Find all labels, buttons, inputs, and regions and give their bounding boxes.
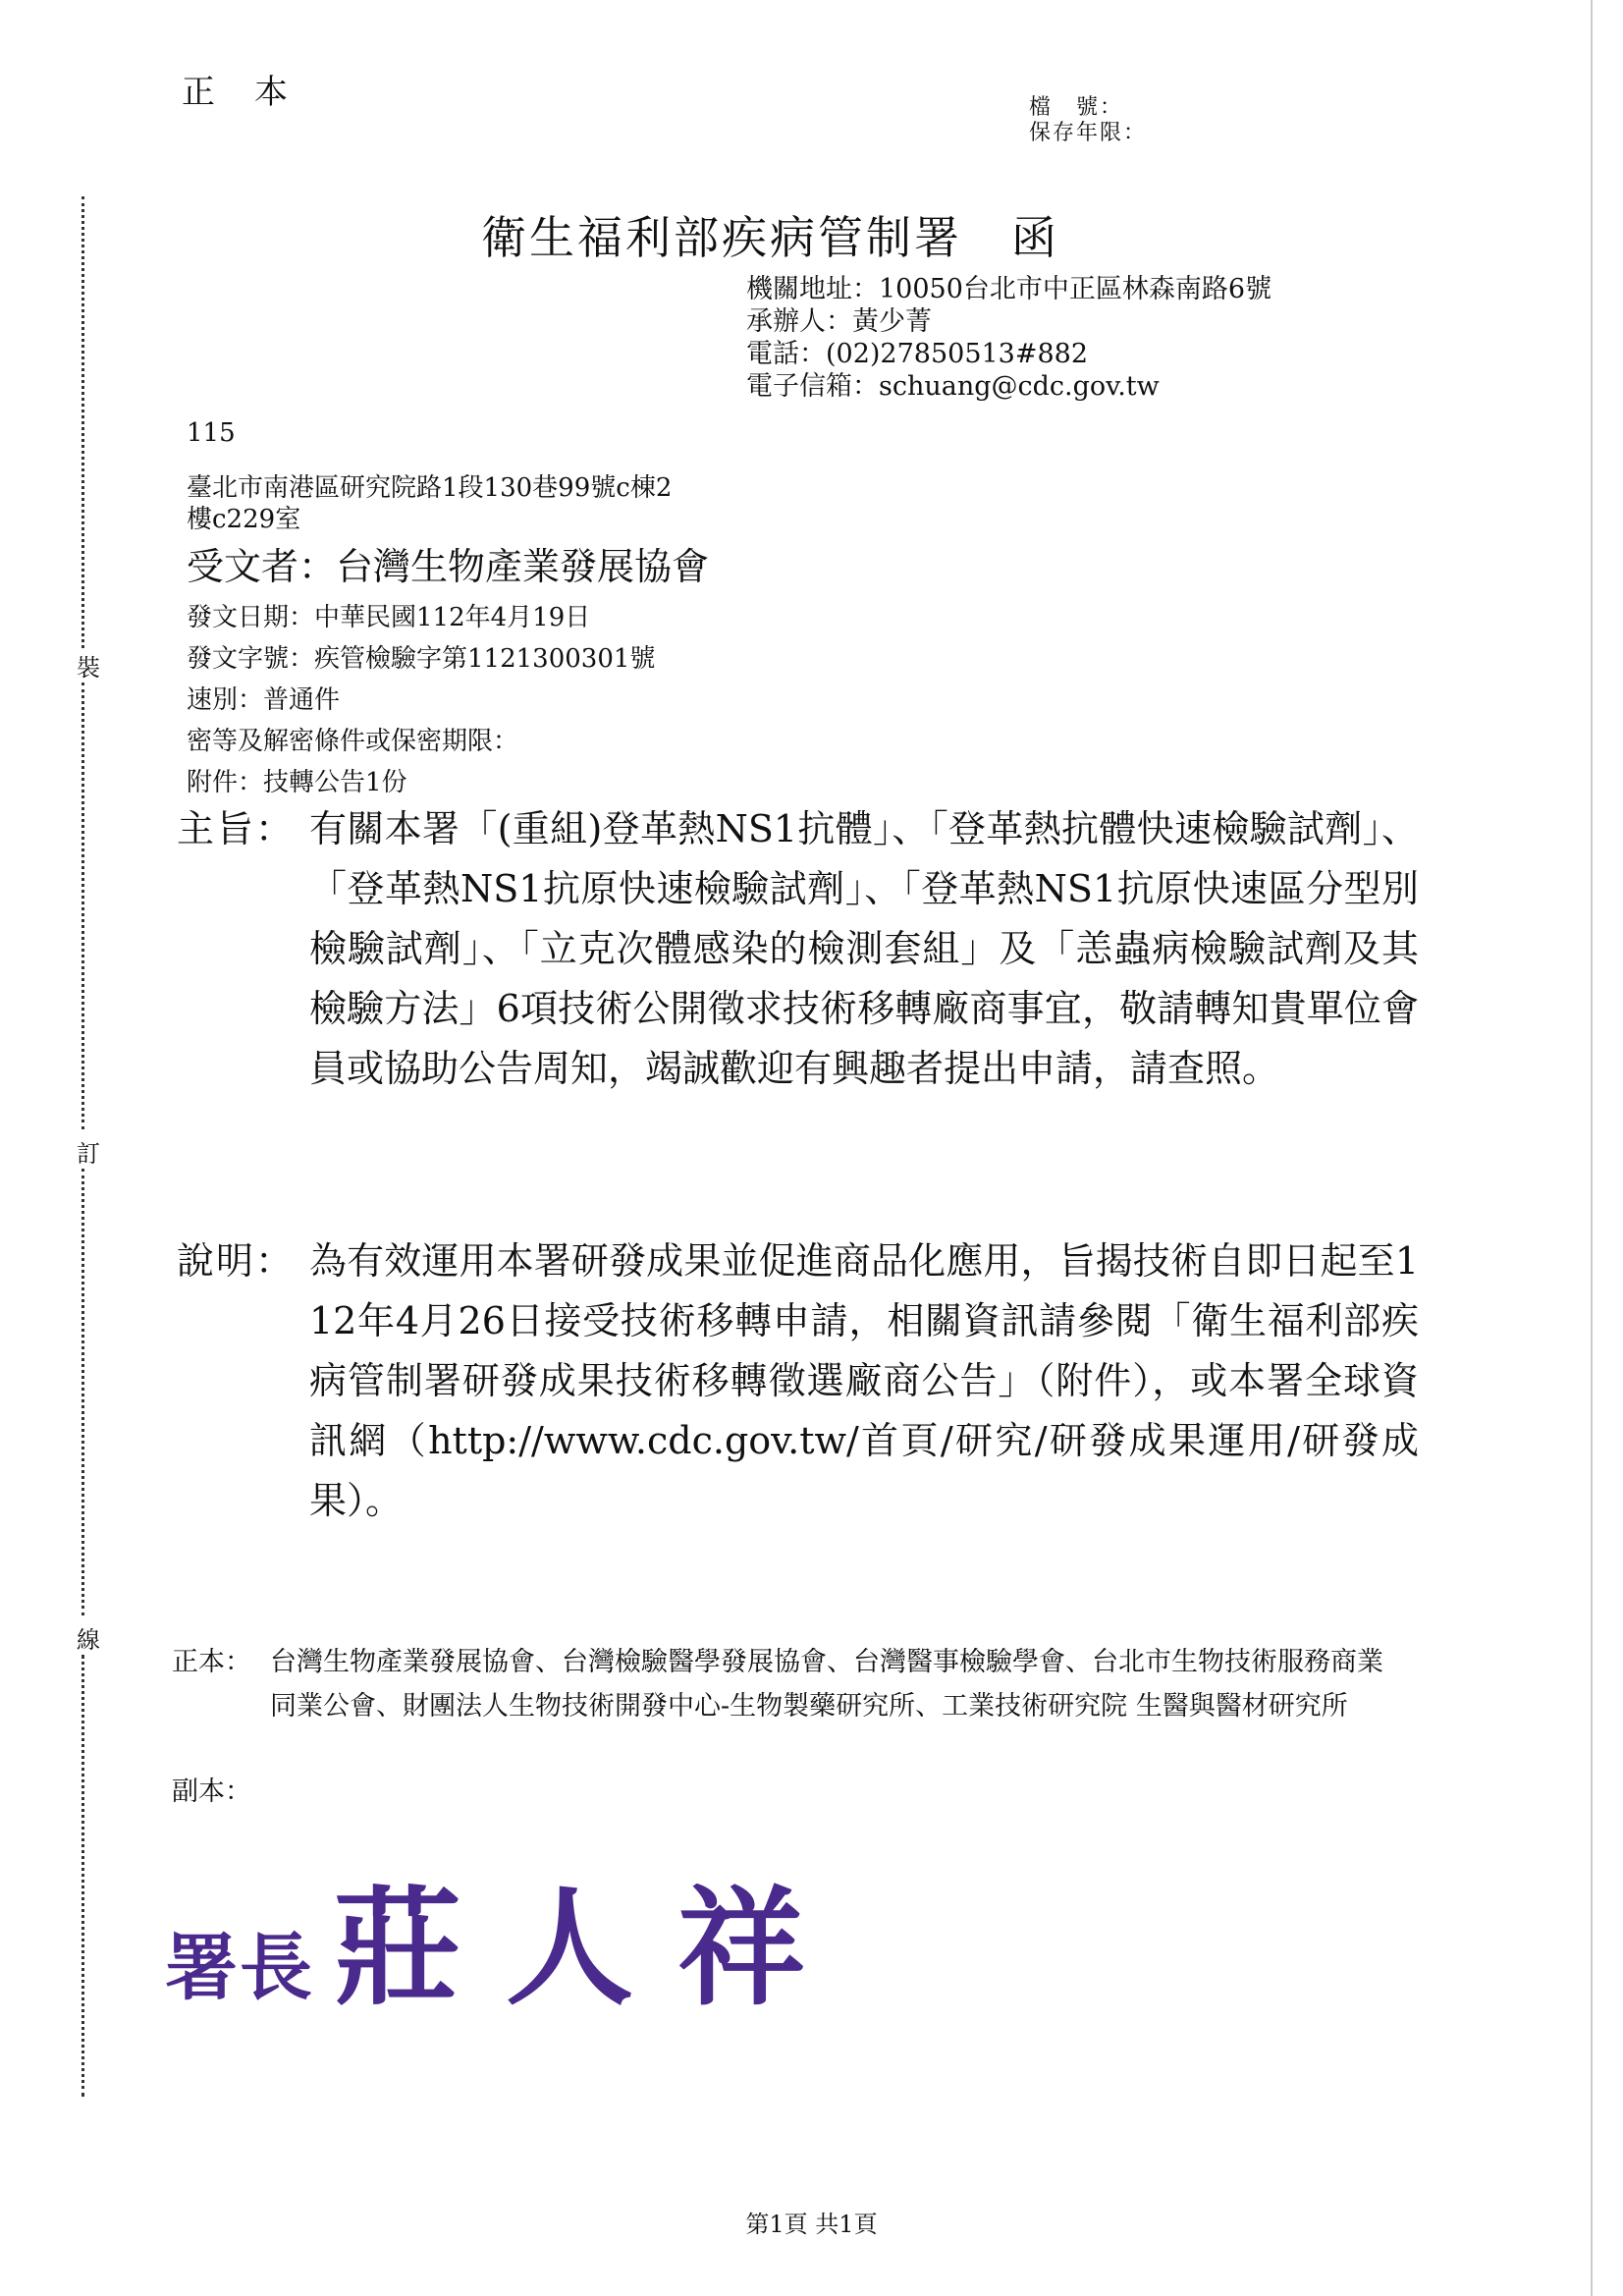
binding-margin [74,196,100,2102]
explanation-label: 說明： [177,1239,296,1283]
delivery-speed: 速別：普通件 [187,685,341,715]
original-copy-recipients: 台灣生物產業發展協會、台灣檢驗醫學發展協會、台灣醫事檢驗學會、台北市生物技術服務商業同業公會、財團法人生物技術開發中心-生物製藥研究所、工業技術研究院 生醫與醫材研究所 [270,1647,1383,1722]
director-signature-stamp [165,1846,849,2030]
signature-name: 莊人祥 [334,1873,850,2023]
attachment-note: 附件：技轉公告1份 [187,768,407,797]
file-number-label: 檔 號： [1029,95,1124,120]
original-copy-label: 正本： [172,1647,251,1677]
document-number: 發文字號：疾管檢驗字第1121300301號 [187,644,656,674]
binding-dots [81,1655,84,2097]
recipient-address-line1: 臺北市南港區研究院路1段130巷99號c棟2 [187,473,673,503]
page-footer: 第1頁 共1頁 [745,2211,878,2238]
subject-text: 有關本署「(重組)登革熱NS1抗體」、「登革熱抗體快速檢驗試劑」、「登革熱NS1抗原快速檢驗試劑」、「登革熱NS1抗原快速區分型別檢驗試劑」、「立克次體感染的檢測套組」及「恙蟲病檢驗試劑及其檢驗方法」6項技術公開徵求技術移轉廠商事宜，敬請轉知貴單位會員或協助公告周知，竭誠歡迎有興趣者提出申請，請查照。 [309,807,1419,1090]
handler-phone: 電話：(02)27850513#882 [746,339,1089,369]
binding-label-bind: 裝 [74,648,103,683]
secrecy-level: 密等及解密條件或保密期限： [187,727,519,756]
binding-label-line: 線 [74,1620,103,1655]
agency-name: 衛生福利部疾病管制署 [481,211,962,264]
handler-name: 承辦人：黃少菁 [746,306,932,337]
retention-label: 保存年限： [1029,121,1148,145]
binding-label-order: 訂 [74,1134,103,1169]
explanation-section [177,1231,1419,1531]
agency-address: 機關地址：10050台北市中正區林森南路6號 [746,274,1272,304]
recipient-address-line2: 樓c229室 [187,505,301,534]
document-kind: 函 [1011,211,1059,264]
carbon-copy-label: 副本： [172,1777,251,1807]
subject-label: 主旨： [177,807,296,850]
binding-dots [81,683,84,1129]
binding-dots [81,1169,84,1615]
explanation-text: 為有效運用本署研發成果並促進商品化應用，旨揭技術自即日起至112年4月26日接受技術移轉申請，相關資訊請參閱「衛生福利部疾病管制署研發成果技術移轉徵選廠商公告」（附件），或本署全球資訊網（http://www.cdc.gov.tw/首頁/研究/研發成果運用/研發成果）。 [309,1239,1419,1522]
signature-title: 署長 [165,1926,314,2010]
document-title [481,202,1059,267]
handler-email: 電子信箱：schuang@cdc.gov.tw [746,371,1160,402]
issue-date: 發文日期：中華民國112年4月19日 [187,603,591,632]
postal-code: 115 [187,418,236,448]
subject-section [177,799,1419,1099]
page-edge-line [1591,0,1593,2296]
original-copy-section [172,1640,1399,1728]
binding-dots [81,196,84,648]
recipient: 受文者：台灣生物產業發展協會 [187,545,710,588]
copy-type-mark: 正本 [182,73,327,112]
